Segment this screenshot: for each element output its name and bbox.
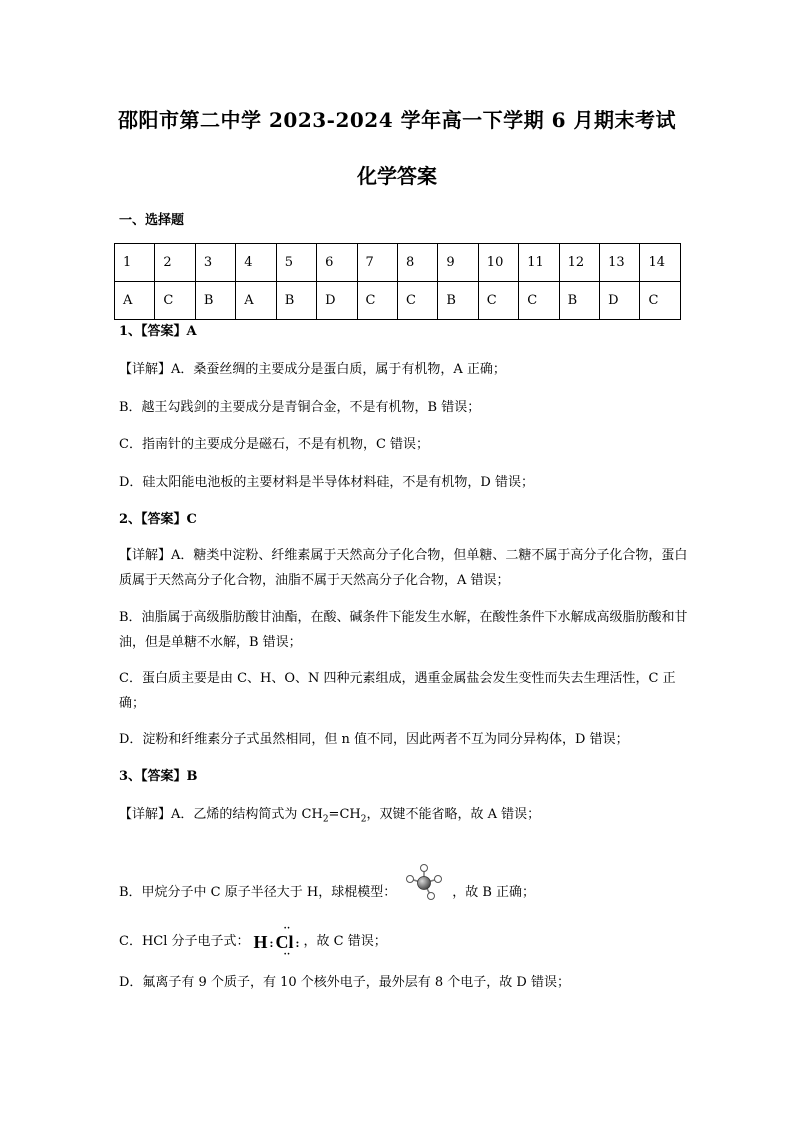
methane-ball-stick-model-icon [402, 863, 446, 910]
q3-option-d: D．氟离子有 9 个质子，有 10 个核外电子，最外层有 8 个电子，故 D 错误； [119, 975, 570, 990]
answer-cell: B [438, 282, 478, 320]
answer-cell: C [397, 282, 437, 320]
q2-option-b: B．油脂属于高级脂肪酸甘油酯，在酸、碱条件下能发生水解，在酸性条件下水解成高级脂肪酸和甘油，但是单糖不水解，B 错误； [119, 610, 688, 650]
shared-electron-pair: : [269, 935, 274, 950]
answer-cell: C [519, 282, 559, 320]
q3-option-b-text: ，故 B 正确； [452, 885, 536, 900]
answer-table [114, 243, 681, 320]
page-title: 邵阳市第二中学 2023-2024 学年高一下学期 6 月期末考试 [118, 108, 676, 132]
page-subtitle: 化学答案 [357, 164, 437, 188]
question-number: 6 [317, 244, 357, 282]
question-number: 12 [559, 244, 599, 282]
q2-option-c: C．蛋白质主要是由 C、H、O、N 四种元素组成，遇重金属盐会发生变性而失去生理活性，C 正确； [119, 671, 676, 711]
question-number: 9 [438, 244, 478, 282]
q1-option-b: B．越王勾践剑的主要成分是青铜合金，不是有机物，B 错误； [119, 400, 481, 415]
answer-table-number-row [115, 244, 681, 282]
question-number: 2 [155, 244, 195, 282]
question-number: 14 [640, 244, 681, 282]
answer-cell: A [115, 282, 155, 320]
question-number: 5 [276, 244, 316, 282]
q3-detail-text: 【详解】A．乙烯的结构简式为 CH [119, 807, 323, 822]
answer-cell: D [317, 282, 357, 320]
q3-option-c-text: ，故 C 错误； [303, 934, 387, 949]
q3-detail-text: =CH [328, 807, 361, 822]
q3-option-b [119, 869, 694, 916]
q3-detail [119, 802, 694, 833]
answer-table-answer-row [115, 282, 681, 320]
q3-answer-heading: 3、【答案】B [119, 769, 198, 784]
q1-detail: 【详解】A．桑蚕丝绸的主要成分是蛋白质，属于有机物，A 正确； [119, 362, 506, 377]
q3-option-b-text: B．甲烷分子中 C 原子半径大于 H，球棍模型： [119, 885, 397, 900]
formula-h: H [253, 931, 268, 952]
q3-option-c [119, 922, 694, 960]
answer-cell: B [276, 282, 316, 320]
question-number: 3 [195, 244, 235, 282]
q2-option-d: D．淀粉和纤维素分子式虽然相同，但 n 值不同，因此两者不互为同分异构体，D 错误； [119, 732, 629, 747]
section-heading: 一、选择题 [119, 213, 185, 228]
answer-cell: A [236, 282, 276, 320]
q1-option-d: D．硅太阳能电池板的主要材料是半导体材料硅，不是有机物，D 错误； [119, 475, 534, 490]
question-number: 7 [357, 244, 397, 282]
q2-detail: 【详解】A．糖类中淀粉、纤维素属于天然高分子化合物，但单糖、二糖不属于高分子化合物，蛋白质属于天然高分子化合物，油脂不属于天然高分子化合物，A 错误； [119, 548, 688, 588]
subscript: 2 [322, 814, 329, 825]
q1-option-c: C．指南针的主要成分是磁石，不是有机物，C 错误； [119, 437, 430, 452]
question-number: 8 [397, 244, 437, 282]
q3-option-c-text: C．HCl 分子电子式： [119, 934, 250, 949]
question-number: 13 [600, 244, 640, 282]
question-number: 11 [519, 244, 559, 282]
answer-cell: C [155, 282, 195, 320]
answer-cell: C [478, 282, 518, 320]
question-number: 10 [478, 244, 518, 282]
lone-pair-bottom: ·· [283, 948, 291, 960]
lone-pair-top: ·· [283, 922, 291, 934]
question-number: 1 [115, 244, 155, 282]
question-number: 4 [236, 244, 276, 282]
hcl-electron-formula [250, 922, 304, 960]
subscript: 2 [360, 814, 367, 825]
answer-cell: B [559, 282, 599, 320]
q2-answer-heading: 2、【答案】C [119, 512, 197, 527]
lone-pair-right: : [295, 935, 300, 950]
answer-cell: B [195, 282, 235, 320]
q1-answer-heading: 1、【答案】A [119, 324, 197, 339]
answer-cell: C [640, 282, 681, 320]
q3-detail-text: ，双键不能省略，故 A 错误； [366, 807, 541, 822]
formula-cl: Cl [275, 931, 294, 952]
answer-cell: C [357, 282, 397, 320]
answer-cell: D [600, 282, 640, 320]
